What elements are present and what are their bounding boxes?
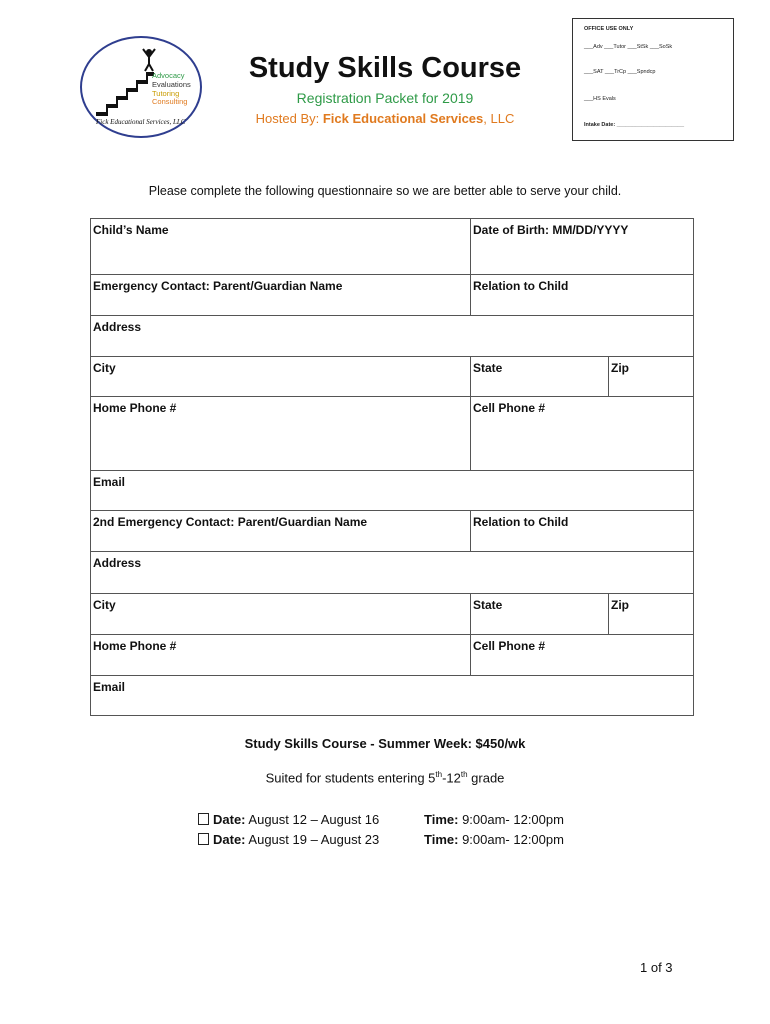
office-use-row: ___HS Evals bbox=[584, 96, 616, 102]
session-time-value: 9:00am- 12:00pm bbox=[462, 832, 564, 847]
logo-company-name: Fick Educational Services, LLC bbox=[96, 118, 186, 126]
second-state-field[interactable]: State bbox=[471, 594, 609, 635]
logo-line-evaluations: Evaluations bbox=[152, 79, 191, 89]
intro-text: Please complete the following questionnaire so we are better able to serve your child. bbox=[148, 184, 622, 198]
second-city-field[interactable]: City bbox=[91, 594, 471, 635]
logo-line-advocacy: Advocacy bbox=[152, 71, 185, 80]
hosted-company: Fick Educational Services bbox=[322, 111, 484, 126]
date-of-birth-field[interactable]: Date of Birth: MM/DD/YYYY bbox=[471, 219, 693, 275]
page-subtitle: Registration Packet for 2019 bbox=[296, 90, 474, 106]
second-email-field[interactable]: Email bbox=[93, 680, 126, 694]
date-label: Date: bbox=[213, 832, 246, 847]
page-number: 1 of 3 bbox=[640, 960, 673, 975]
city-field[interactable]: City bbox=[91, 357, 471, 397]
date-label: Date: bbox=[213, 812, 246, 827]
office-use-heading: OFFICE USE ONLY bbox=[584, 26, 634, 32]
zip-field[interactable]: Zip bbox=[609, 357, 693, 397]
second-cell-phone-field[interactable]: Cell Phone # bbox=[471, 635, 693, 676]
logo-line-tutoring: Tutoring bbox=[152, 88, 180, 98]
home-phone-field[interactable]: Home Phone # bbox=[91, 397, 471, 471]
state-field[interactable]: State bbox=[471, 357, 609, 397]
company-logo bbox=[80, 36, 202, 138]
registration-form bbox=[90, 218, 694, 716]
hosted-suffix: , LLC bbox=[483, 111, 515, 126]
office-use-row: ___Adv ___Tutor ___StSk ___SoSk bbox=[584, 44, 673, 50]
session-date: August 19 – August 23 bbox=[248, 832, 380, 847]
session-date: August 12 – August 16 bbox=[248, 812, 380, 827]
hosted-prefix: Hosted By: bbox=[255, 111, 323, 126]
session-time bbox=[424, 812, 564, 827]
second-address-field[interactable]: Address bbox=[91, 552, 693, 594]
second-relation-to-child-field[interactable]: Relation to Child bbox=[471, 511, 693, 552]
office-use-box bbox=[572, 18, 734, 141]
grade-mid: -12 bbox=[442, 770, 461, 786]
time-label: Time: bbox=[424, 832, 459, 847]
relation-to-child-field[interactable]: Relation to Child bbox=[471, 275, 693, 316]
grade-sup: th bbox=[435, 770, 443, 779]
hosted-by-line bbox=[230, 111, 540, 126]
second-zip-field[interactable]: Zip bbox=[609, 594, 693, 635]
second-home-phone-field[interactable]: Home Phone # bbox=[91, 635, 471, 676]
checkbox[interactable] bbox=[198, 813, 209, 825]
session-option[interactable] bbox=[198, 832, 379, 847]
childs-name-field[interactable]: Child’s Name bbox=[91, 219, 471, 275]
session-time bbox=[424, 832, 564, 847]
second-emergency-contact-field[interactable]: 2nd Emergency Contact: Parent/Guardian Name bbox=[91, 511, 471, 552]
grade-range bbox=[0, 770, 770, 785]
session-option[interactable] bbox=[198, 812, 379, 827]
office-use-row: ___SAT ___TrCp ___Spndcp bbox=[584, 69, 656, 75]
office-intake-date: Intake Date: ______________________ bbox=[584, 122, 684, 128]
grade-sup: th bbox=[460, 770, 468, 779]
cell-phone-field[interactable]: Cell Phone # bbox=[471, 397, 693, 471]
address-field[interactable]: Address bbox=[91, 316, 693, 357]
course-price: Study Skills Course - Summer Week: $450/wk bbox=[244, 736, 526, 751]
emergency-contact-field[interactable]: Emergency Contact: Parent/Guardian Name bbox=[91, 275, 471, 316]
time-label: Time: bbox=[424, 812, 459, 827]
page-title: Study Skills Course bbox=[248, 52, 522, 84]
session-time-value: 9:00am- 12:00pm bbox=[462, 812, 564, 827]
grade-prefix: Suited for students entering 5 bbox=[265, 770, 436, 786]
grade-suffix: grade bbox=[467, 770, 505, 786]
email-field[interactable]: Email bbox=[91, 471, 693, 511]
checkbox[interactable] bbox=[198, 833, 209, 845]
logo-line-consulting: Consulting bbox=[152, 97, 188, 107]
